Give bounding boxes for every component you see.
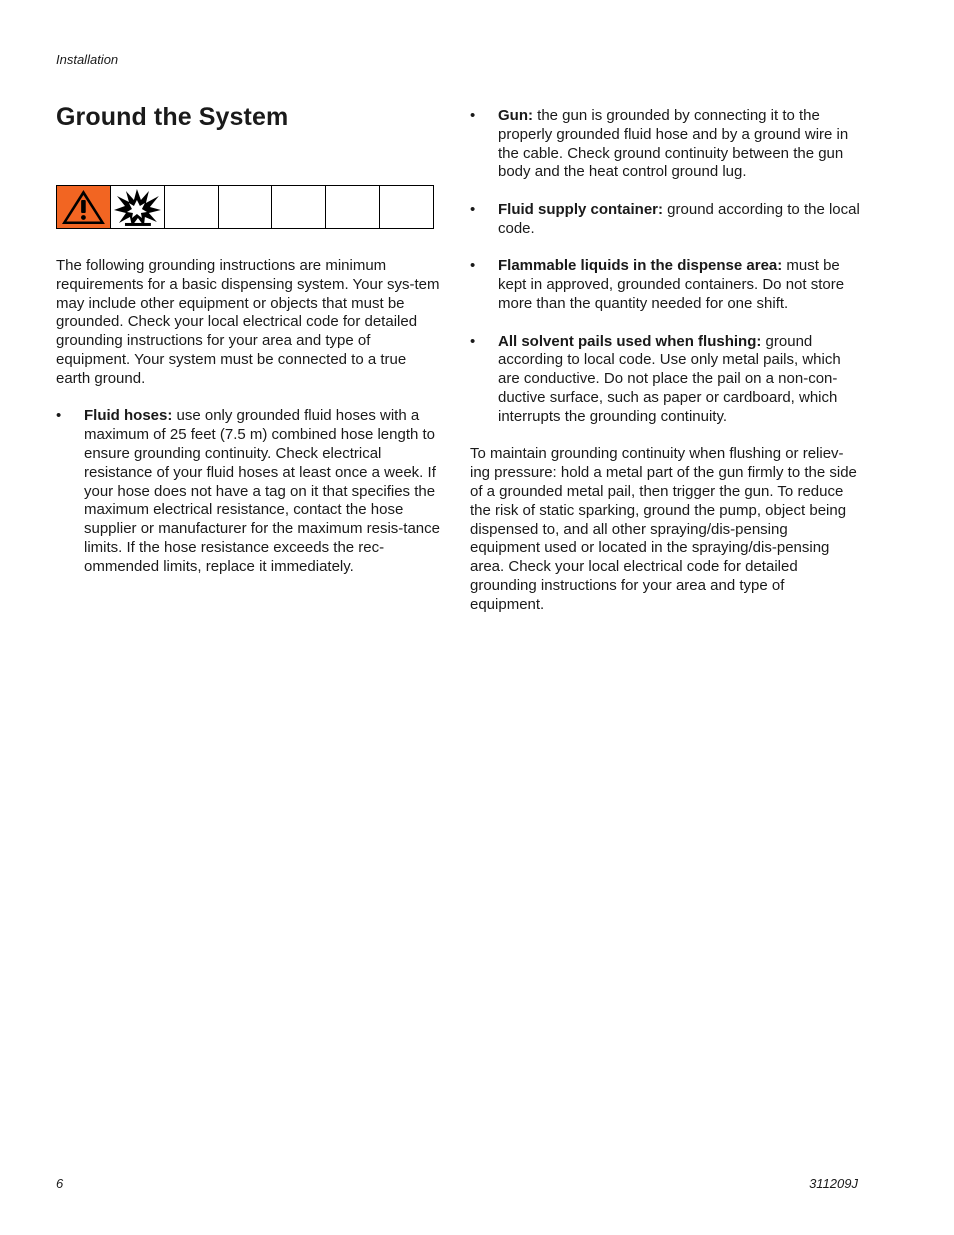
warning-symbols-table bbox=[56, 185, 434, 229]
document-id: 311209J bbox=[809, 1176, 858, 1191]
empty-symbol-cell bbox=[271, 186, 325, 228]
explosion-fire-icon bbox=[111, 186, 164, 228]
section-header: Installation bbox=[56, 52, 119, 67]
bullet-flammable-liquids bbox=[470, 257, 860, 313]
bullet-fluid-hoses bbox=[56, 407, 441, 576]
intro-paragraph: The following grounding instructions are minimum requirements for a basic dispensing system. Your sys-tem may include other equipment or objects that must be grounded. Check your local electrical code for detailed grounding instructions for your area and type of equipment. Your system must be connected to a true earth ground. bbox=[56, 257, 440, 387]
bullet-text: ground according to the local code. bbox=[498, 200, 860, 237]
bullet-solvent-pails bbox=[470, 333, 860, 427]
empty-symbol-cell bbox=[218, 186, 272, 228]
empty-symbol-cell bbox=[164, 186, 218, 228]
bullet-label: All solvent pails used when flushing: bbox=[498, 332, 762, 350]
bullet-icon: • bbox=[470, 257, 476, 275]
explosion-cell bbox=[110, 186, 164, 228]
bullet-icon: • bbox=[470, 200, 476, 218]
bullet-label: Fluid hoses: bbox=[84, 407, 173, 425]
bullet-label: Gun: bbox=[498, 107, 533, 124]
page-title: Ground the System bbox=[56, 103, 289, 131]
bullet-icon: • bbox=[56, 407, 62, 425]
left-column bbox=[56, 257, 441, 577]
empty-symbol-cell bbox=[325, 186, 379, 228]
bullet-icon: • bbox=[470, 107, 476, 124]
bullet-text: the gun is grounded by connecting it to the properly grounded fluid hose and by a ground wire in the cable. Check ground continuity between the gun body and the heat control ground lug. bbox=[498, 107, 849, 181]
bullet-text: use only grounded fluid hoses with a maximum of 25 feet (7.5 m) combined hose length to ensure grounding continuity. Check electrical resistance of your fluid hoses at least once a week. If your hose does not have a tag on it that specifies the maximum electrical resistance, contact the hose supplier or manufacturer for the maximum resis-tance limits. If the hose resistance exceeds the rec-ommended limits, replace it immediately. bbox=[84, 407, 440, 575]
page-number: 6 bbox=[56, 1176, 64, 1191]
bullet-icon: • bbox=[470, 332, 476, 350]
warning-cell bbox=[57, 186, 110, 228]
bullet-label: Flammable liquids in the dispense area: bbox=[498, 257, 783, 275]
right-column bbox=[470, 107, 860, 615]
bullet-text: must be kept in approved, grounded containers. Do not store more than the quantity needed for one shift. bbox=[498, 257, 845, 312]
closing-paragraph: To maintain grounding continuity when flushing or reliev-ing pressure: hold a metal part of the gun firmly to the side of a grounded metal pail, then trigger the gun. To reduce the risk of static sparking, ground the pump, object being dispensed to, and all other spraying/dis-pensing equipment used or located in the spraying/dis-pensing area. Check your local electrical code for detailed grounding instructions for your area and type of equipment. bbox=[470, 445, 857, 613]
bullet-label: Fluid supply container: bbox=[498, 200, 664, 218]
bullet-text: ground according to local code. Use only metal pails, which are conductive. Do not place the pail on a non-con-ductive surface, such as paper or cardboard, which interrupts the grounding continuity. bbox=[498, 332, 841, 425]
bullet-fluid-supply-container bbox=[470, 201, 860, 239]
bullet-gun bbox=[470, 107, 860, 182]
empty-symbol-cell bbox=[379, 186, 433, 228]
warning-triangle-icon bbox=[57, 186, 110, 228]
